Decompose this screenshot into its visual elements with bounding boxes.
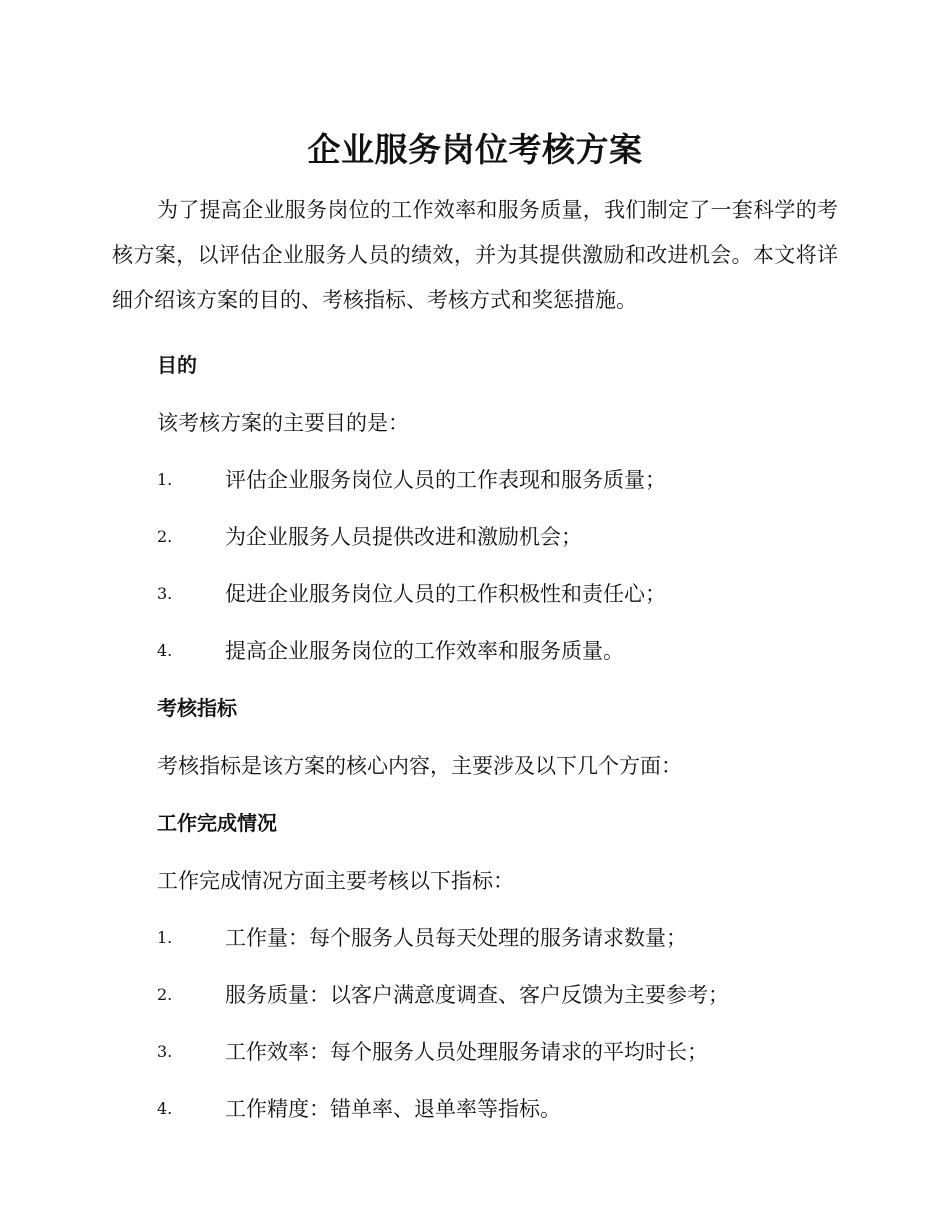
section-heading-purpose: 目的 [157,353,197,377]
list-item-text: 工作精度：错单率、退单率等指标。 [225,1097,561,1121]
completion-lead-text: 工作完成情况方面主要考核以下指标： [157,869,514,893]
section-heading-work-completion: 工作完成情况 [157,811,277,835]
section-heading-indicators: 考核指标 [157,696,237,720]
indicators-lead-text: 考核指标是该方案的核心内容，主要涉及以下几个方面： [157,754,682,778]
list-item [157,1030,838,1074]
list-number: 4. [157,1099,173,1118]
list-item [157,458,838,502]
list-number: 1. [157,928,173,947]
intro-paragraph: 为了提高企业服务岗位的工作效率和服务质量，我们制定了一套科学的考核方案，以评估企业服务人员的绩效，并为其提供激励和改进机会。本文将详细介绍该方案的目的、考核指标、考核方式和奖惩措施。 [112,198,838,312]
list-number: 2. [157,985,173,1004]
list-item-text: 服务质量：以客户满意度调查、客户反馈为主要参考； [225,983,729,1007]
list-item-text: 工作量：每个服务人员每天处理的服务请求数量； [225,926,687,950]
list-item-text: 工作效率：每个服务人员处理服务请求的平均时长； [225,1040,708,1064]
list-item [157,973,838,1017]
list-item [157,916,838,960]
list-item [157,1087,838,1131]
list-item [157,629,838,673]
purpose-lead-text: 该考核方案的主要目的是： [157,411,409,435]
list-item-text: 为企业服务人员提供改进和激励机会； [225,525,582,549]
list-item [157,572,838,616]
completion-list [112,916,838,1131]
purpose-list [112,458,838,673]
list-number: 3. [157,584,173,603]
list-number: 3. [157,1042,173,1061]
list-item-text: 促进企业服务岗位人员的工作积极性和责任心； [225,582,666,606]
list-number: 4. [157,641,173,660]
list-number: 1. [157,470,173,489]
document-title: 企业服务岗位考核方案 [307,130,643,169]
list-item-text: 提高企业服务岗位的工作效率和服务质量。 [225,639,624,663]
list-item [157,515,838,559]
list-item-text: 评估企业服务岗位人员的工作表现和服务质量； [225,468,666,492]
list-number: 2. [157,527,173,546]
